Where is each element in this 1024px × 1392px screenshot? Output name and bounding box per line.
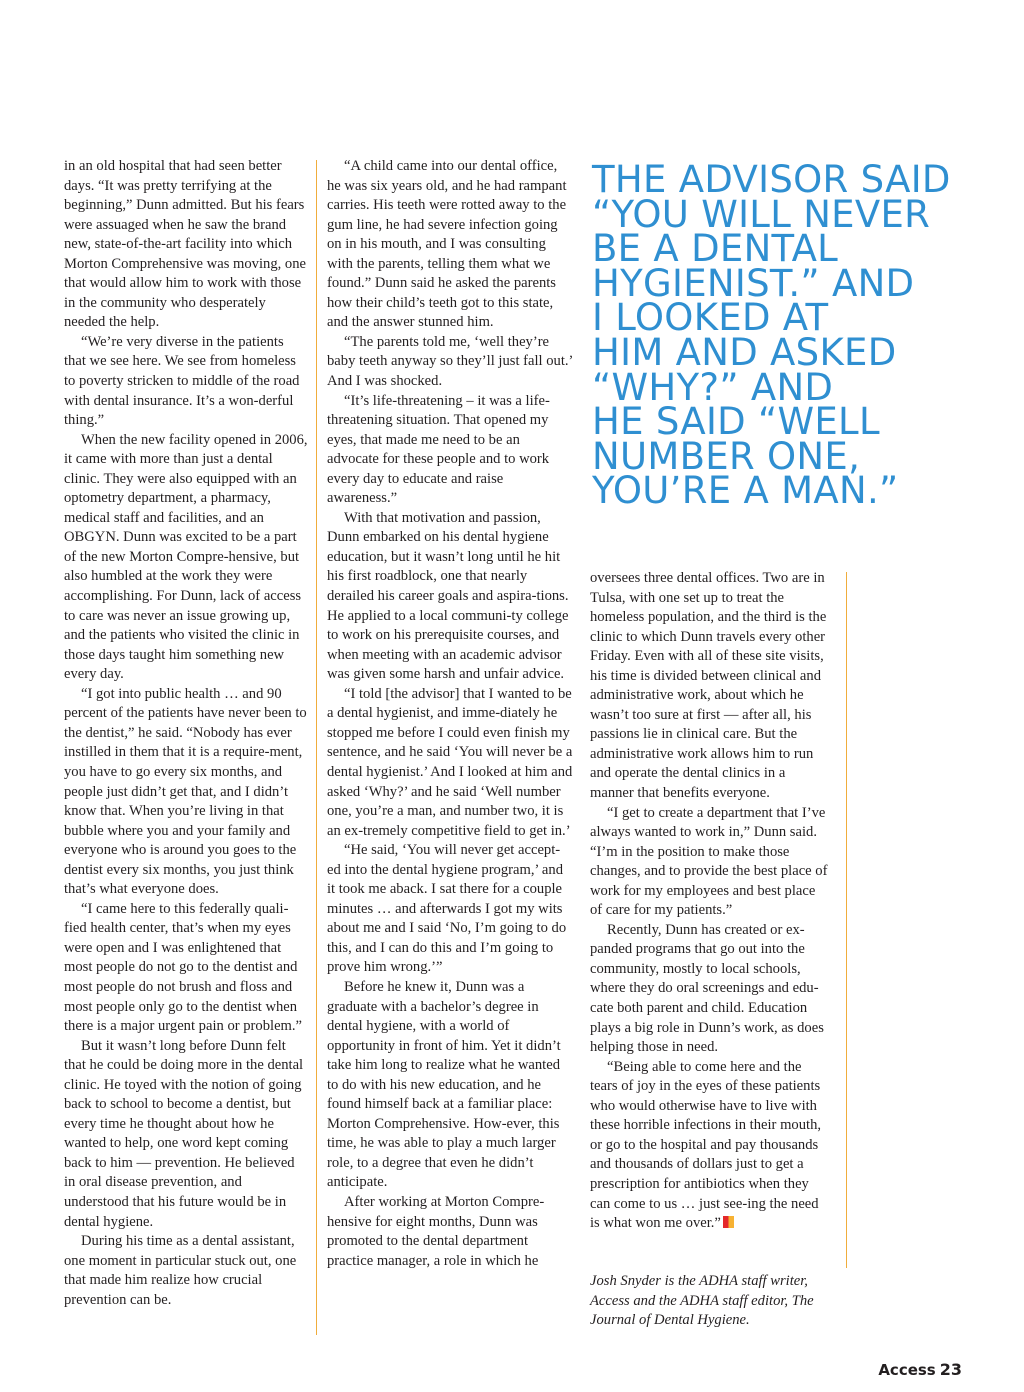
article-column-1 (64, 157, 309, 1310)
paragraph: “He said, ‘You will never get accept-ed into the dental hygiene program,’ and it took me aback. I sat there for a couple minutes … and afterwards I got my wits about me and I said ‘No, I’m going to do this, and I can do this and I’m going to prove him wrong.’” (327, 842, 567, 976)
paragraph: “I came here to this federally quali-fied health center, that’s when my eyes were open and I was enlightened that most people do not go to the dentist and most people do not brush and floss and most people only go to the dentist when there is a major urgent pain or problem.” (64, 900, 303, 1035)
paragraph: With that motivation and passion, Dunn embarked on his dental hygiene education, but it wasn’t long until he hit his first roadblock, one that nearly derailed his career goals and aspira-tions. He applied to a local communi-ty college to work on his prerequisite courses, and when meeting with an academic advisor was given some harsh and unfair advice. (327, 509, 569, 683)
paragraph: “The parents told me, ‘well they’re baby teeth anyway so they’ll just fall out.’ And I was shocked. (327, 333, 573, 390)
paragraph: “A child came into our dental office, he was six years old, and he had rampant carries. His teeth were rotted away to the gum line, he had severe infection going on in his mouth, and I was consulting with the parents, telling them what we found.” Dunn said he asked the parents how their child’s teeth got to this state, and the answer stunned him. (327, 158, 567, 331)
article-column-2 (327, 157, 573, 1271)
paragraph: “I told [the advisor] that I wanted to be a dental hygienist, and imme-diately he stopped me before I could even finish my sentence, and he said ‘You will never be a dental hygienist.’ And I looked at him and asked ‘Why?’ and he said ‘Well number one, you’re a man, and number two, it is an ex-tremely competitive field to get in.’ (327, 685, 573, 839)
paragraph: Recently, Dunn has created or ex-panded programs that go out into the community, mostly to local schools, where they do oral screenings and edu-cate both parent and child. Education plays a big role in Dunn’s work, as does helping those in need. (590, 921, 824, 1056)
paragraph: Before he knew it, Dunn was a graduate with a bachelor’s degree in dental hygiene, with a world of opportunity in front of him. Yet it didn’t take him long to realize what he wanted to do with his new education, and he found himself back at a familiar place: Morton Comprehensive. How-ever, this time, he was able to play a much larger role, to a degree that even he didn’t anticipate. (327, 978, 561, 1191)
column-rule-right (846, 572, 847, 1268)
pull-quote: THE ADVISOR SAID “YOU WILL NEVER BE A DENTAL HYGIENIST.” AND I LOOKED AT HIM AND ASKED “WHY?” AND HE SAID “WELL NUMBER ONE, YOU’RE A MAN.” (592, 158, 951, 513)
publication-name: Access (878, 1361, 936, 1379)
paragraph: “We’re very diverse in the patients that we see here. We see from homeless to poverty stricken to middle of the road with dental insurance. It’s a won-derful thing.” (64, 333, 300, 429)
author-bio (590, 1272, 830, 1331)
author-bio-text: Josh Snyder is the ADHA staff writer, Access and the ADHA staff editor, The Journal of Dental Hygiene. (590, 1273, 814, 1328)
final-paragraph (590, 1058, 830, 1234)
page-footer (878, 1360, 962, 1379)
paragraph: After working at Morton Compre-hensive for eight months, Dunn was promoted to the dental department practice manager, a role in which he (327, 1193, 545, 1269)
paragraph: But it wasn’t long before Dunn felt that he could be doing more in the dental clinic. He toyed with the notion of going back to school to become a dentist, but every time he thought about how he wanted to help, one word kept coming back to him — prevention. He believed in oral disease prevention, and understood that his future would be in dental hygiene. (64, 1037, 304, 1230)
paragraph: During his time as a dental assistant, one moment in particular stuck out, one that made him realize how crucial prevention can be. (64, 1233, 297, 1308)
paragraph-text: “Being able to come here and the tears of joy in the eyes of these patients who would otherwise have to live with these horrible infections in their mouth, or go to the hospital and pay thousands and thousands of dollars just to get a prescription for antibiotics when they can come to us … just see-ing the need is what won me over.” (590, 1058, 822, 1232)
paragraph: “I got into public health … and 90 percent of the patients have never been to the dentist,” he said. “Nobody has ever instilled in them that it is a require-ment, you have to go every six months, and people just didn’t get that, and I didn’t know that. When you’re living in that bubble where you and your family and everyone who is around you goes to the dentist every six months, you just think that’s what everyone does. (64, 685, 307, 898)
page-number: 23 (939, 1360, 962, 1379)
column-rule-left (316, 160, 317, 1335)
article-column-3 (590, 569, 830, 1234)
paragraph: oversees three dental offices. Two are in Tulsa, with one set up to treat the homeless population, and the third is the clinic to which Dunn travels every other Friday. Even with all of these site visits, his time is divided between clinical and administrative work, about which he wasn’t too sure at first — after all, his passions lie in clinical care. But the administrative work allows him to run and operate the dental clinics in a manner that benefits everyone. (590, 570, 827, 802)
paragraph: “I get to create a department that I’ve always wanted to work in,” Dunn said. “I’m in the position to make those changes, and to provide the best place of work for my employees and best place of care for my patients.” (590, 804, 828, 919)
end-of-article-mark-icon (723, 1216, 734, 1228)
paragraph: When the new facility opened in 2006, it came with more than just a dental clinic. They were also equipped with an optometry department, a pharmacy, medical staff and facilities, and an OBGYN. Dunn was excited to be a part of the new Morton Compre-hensive, but also humbled at the work they were accomplishing. For Dunn, lack of access to care was never an issue growing up, and the patients who visited the clinic in those days taught him something new every day. (64, 431, 308, 683)
paragraph: “It’s life-threatening – it was a life-threatening situation. That opened my eyes, that made me need to be an advocate for these people and to work every day to educate and raise awareness.” (327, 392, 550, 507)
paragraph: in an old hospital that had seen better days. “It was pretty terrifying at the beginning,” Dunn admitted. But his fears were assuaged when he saw the brand new, state-of-the-art facility into which Morton Comprehensive was moving, one that would allow him to work with those in the community who desperately needed the help. (64, 158, 306, 331)
